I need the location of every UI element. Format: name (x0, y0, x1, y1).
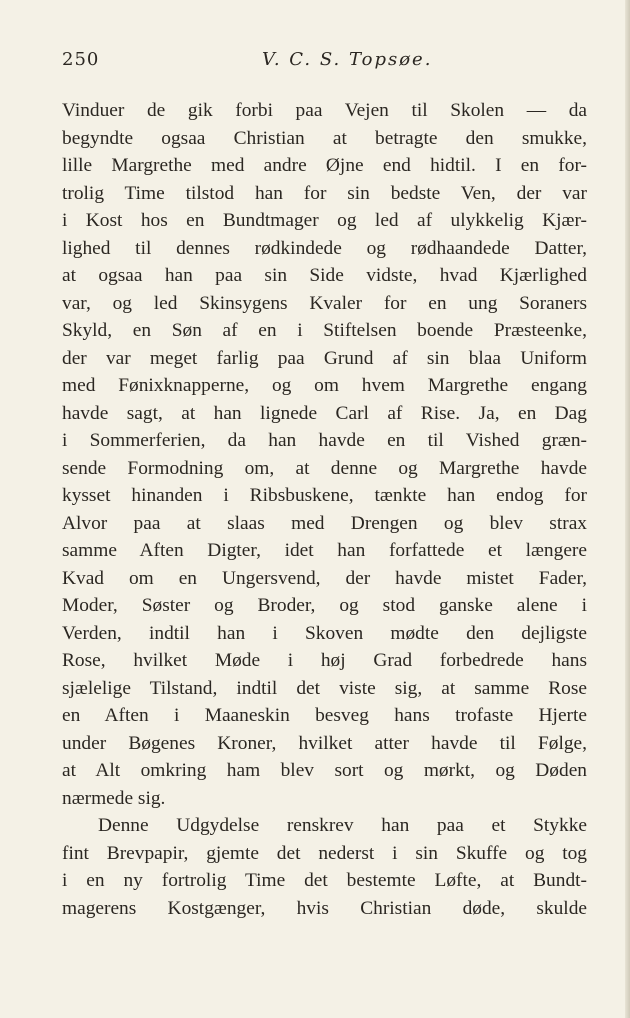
text-line: Moder, Søster og Broder, og stod ganske alene i (62, 595, 587, 616)
text-line: med Fønixknapperne, og om hvem Margrethe engang (62, 375, 587, 396)
paragraph-start-line: Denne Udgydelse renskrev han paa et Stykke (98, 815, 587, 836)
text-line: Vinduer de gik forbi paa Vejen til Skolen — da (62, 100, 587, 121)
text-line: der var meget farlig paa Grund af sin blaa Uniform (62, 347, 587, 369)
text-line: trolig Time tilstod han for sin bedste Ven, der var (62, 182, 587, 204)
text-line: kysset hinanden i Ribsbuskene, tænkte han endog for (62, 485, 587, 506)
text-line: Rose, hvilket Møde i høj Grad forbedrede hans (62, 650, 587, 671)
text-line: Skyld, en Søn af en i Stiftelsen boende Præsteenke, (62, 320, 587, 341)
text-line: havde sagt, at han lignede Carl af Rise. Ja, en Dag (62, 402, 587, 424)
body-text (62, 97, 587, 922)
text-line: fint Brevpapir, gjemte det nederst i sin Skuffe og tog (62, 842, 587, 864)
text-line: i Sommerferien, da han havde en til Vished græn- (62, 430, 587, 451)
text-line: i Kost hos en Bundtmager og led af ulykkelig Kjær- (62, 210, 587, 231)
text-line: samme Aften Digter, idet han forfattede et længere (62, 540, 587, 561)
paragraph-end-line: nærmede sig. (62, 787, 166, 809)
text-line: var, og led Skinsygens Kvaler for en ung Soraners (62, 292, 587, 314)
text-line: at ogsaa han paa sin Side vidste, hvad Kjærlighed (62, 265, 587, 286)
page-header (62, 49, 587, 75)
text-line: under Bøgenes Kroner, hvilket atter havde til Følge, (62, 732, 587, 754)
text-line: Kvad om en Ungersvend, der havde mistet Fader, (62, 567, 587, 589)
text-line: lighed til dennes rødkindede og rødhaandede Datter, (62, 237, 587, 259)
page-edge (625, 0, 630, 1018)
text-line: sjælelige Tilstand, indtil det viste sig, at samme Rose (62, 677, 587, 699)
running-head: V. C. S. Topsøe. (262, 49, 433, 70)
page-number: 250 (62, 49, 100, 70)
text-line: Verden, indtil han i Skoven mødte den dejligste (62, 622, 587, 644)
text-line: at Alt omkring ham blev sort og mørkt, og Døden (62, 760, 587, 781)
text-line: i en ny fortrolig Time det bestemte Løfte, at Bundt- (62, 870, 587, 891)
text-line: begyndte ogsaa Christian at betragte den smukke, (62, 127, 587, 149)
text-line: en Aften i Maaneskin besveg hans trofaste Hjerte (62, 705, 587, 726)
text-line: sende Formodning om, at denne og Margrethe havde (62, 457, 587, 479)
text-line: magerens Kostgænger, hvis Christian døde, skulde (62, 897, 587, 919)
text-line: lille Margrethe med andre Øjne end hidtil. I en for- (62, 155, 587, 176)
text-line: Alvor paa at slaas med Drengen og blev strax (62, 512, 587, 534)
